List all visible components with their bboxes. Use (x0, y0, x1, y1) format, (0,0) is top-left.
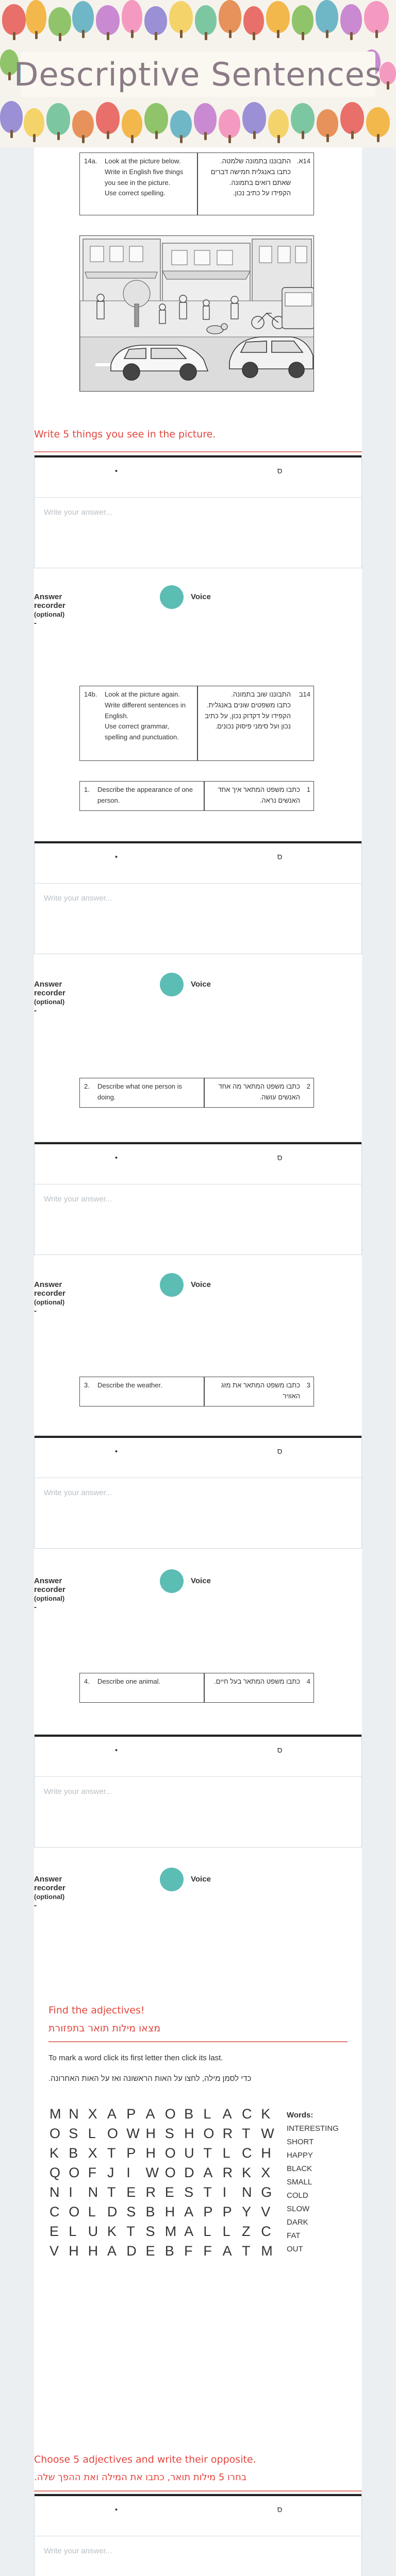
grid-letter[interactable]: T (203, 2184, 212, 2200)
answer-input-6[interactable]: Write your answer... (44, 2547, 112, 2555)
section-title-opposites: Choose 5 adjectives and write their opposite. (34, 2454, 256, 2465)
voice-record-button[interactable] (160, 585, 184, 609)
grid-letter[interactable]: W (261, 2126, 274, 2141)
grid-letter[interactable]: W (126, 2126, 140, 2141)
grid-letter[interactable]: E (126, 2184, 136, 2200)
tree-trunk (302, 32, 304, 40)
tree-trunk (326, 134, 329, 142)
grid-letter[interactable]: N (88, 2184, 98, 2200)
grid-letter[interactable]: P (126, 2145, 136, 2161)
tree-decoration (340, 4, 362, 35)
tree-trunk (351, 131, 354, 139)
instruction-line-he: התבוננו בתמונה שלמטה. (220, 157, 291, 165)
answer-input-4[interactable]: Write your answer... (44, 1488, 112, 1497)
task-text-en: Describe the appearance of one person. (97, 786, 193, 804)
grid-letter[interactable]: I (126, 2165, 130, 2180)
instruction-line: Look at the picture again. (105, 690, 180, 698)
tree-decoration (26, 0, 46, 34)
tree-trunk (180, 30, 183, 38)
grid-letter[interactable]: D (107, 2204, 118, 2219)
grid-letter[interactable]: A (203, 2165, 213, 2180)
answer-col-right: ס (277, 467, 283, 476)
answer-box-5[interactable] (34, 1734, 362, 1848)
tree-decoration (144, 103, 168, 134)
street-scene-drawing (80, 236, 314, 392)
tree-trunk (33, 134, 36, 142)
answer-col-left: • (114, 1447, 118, 1456)
item-number-he: 14א. (296, 157, 310, 165)
answer-input-2[interactable]: Write your answer... (44, 894, 112, 903)
tree-decoration (364, 1, 389, 33)
word-list-item: BLACK (287, 2164, 312, 2173)
grid-letter[interactable]: X (261, 2165, 271, 2180)
voice-label: Voice (191, 1577, 211, 1585)
grid-letter[interactable]: H (88, 2243, 98, 2259)
answer-header (35, 1737, 361, 1777)
grid-letter[interactable]: A (222, 2243, 232, 2259)
header-banner (0, 0, 396, 147)
street-scene-picture (79, 235, 314, 392)
puzzle-instruction-he: כדי לסמן מילה, לחצו על האות הראשונה ואז על האות האחרונה. (48, 2074, 252, 2083)
grid-letter[interactable]: H (261, 2145, 271, 2161)
puzzle-instruction: To mark a word click its first letter then click its last. (48, 2054, 223, 2062)
grid-letter[interactable]: O (164, 2106, 176, 2122)
page-title: Descriptive Sentences (13, 56, 383, 93)
grid-letter[interactable]: L (88, 2204, 96, 2219)
answer-header (35, 1438, 361, 1478)
answer-col-right: ס (277, 1447, 283, 1456)
section-title-write-5-things: Write 5 things you see in the picture. (34, 429, 216, 440)
task-text-en: Describe the weather. (97, 1381, 162, 1389)
grid-letter[interactable]: N (50, 2184, 60, 2200)
grid-letter[interactable]: N (241, 2184, 252, 2200)
tree-trunk (10, 130, 13, 138)
tree-trunk (204, 132, 207, 140)
task-3 (79, 1377, 314, 1406)
grid-letter[interactable]: W (145, 2165, 159, 2180)
grid-letter[interactable]: H (184, 2126, 194, 2141)
grid-letter[interactable]: C (50, 2204, 60, 2219)
tree-decoration (46, 103, 70, 135)
grid-letter[interactable]: O (164, 2145, 176, 2161)
instructions-14a (79, 152, 314, 215)
grid-letter[interactable]: A (222, 2106, 232, 2122)
grid-letter[interactable]: M (50, 2106, 61, 2122)
grid-letter[interactable]: O (164, 2165, 176, 2180)
grid-letter[interactable]: M (261, 2243, 273, 2259)
tree-decoration (219, 109, 240, 138)
instructions-he (198, 686, 315, 760)
tree-decoration (316, 0, 338, 33)
tree-trunk (13, 32, 15, 40)
title-underline (34, 451, 362, 452)
grid-letter[interactable]: T (241, 2126, 251, 2141)
grid-letter[interactable]: V (50, 2243, 59, 2259)
tree-decoration (122, 0, 142, 33)
grid-letter[interactable]: B (164, 2243, 174, 2259)
grid-letter[interactable]: S (126, 2204, 136, 2219)
grid-letter[interactable]: F (184, 2243, 193, 2259)
grid-letter[interactable]: D (126, 2243, 137, 2259)
instruction-line: Look at the picture below. (105, 157, 181, 165)
grid-letter[interactable]: A (107, 2106, 117, 2122)
grid-letter[interactable]: H (145, 2145, 156, 2161)
grid-letter[interactable]: S (69, 2126, 78, 2141)
task-4 (79, 1673, 314, 1703)
instructions-he (198, 153, 315, 215)
grid-letter[interactable]: S (164, 2126, 174, 2141)
word-list-item: FAT (287, 2231, 301, 2240)
tree-trunk (377, 134, 380, 142)
grid-letter[interactable]: A (184, 2224, 194, 2239)
tree-decoration (24, 108, 44, 137)
grid-letter[interactable]: R (222, 2165, 233, 2180)
item-number: 14b. (84, 690, 97, 698)
section-title-find-adjectives: Find the adjectives! (48, 2005, 145, 2016)
title-underline (34, 2490, 362, 2492)
grid-row (50, 2243, 280, 2263)
recorder-label: Answer recorder (optional) - (34, 1280, 65, 1315)
tree-decoration (340, 102, 364, 134)
task-number-he: 4 (306, 1677, 310, 1685)
task-text-he: כתבו משפט המתאר איך אחד האנשים נראה. (218, 786, 300, 804)
title-underline (48, 2041, 348, 2042)
task-number: 2. (84, 1082, 90, 1090)
tree-decoration (72, 1, 94, 33)
grid-letter[interactable]: R (145, 2184, 156, 2200)
task-number-he: 3 (306, 1381, 310, 1389)
grid-row (50, 2145, 280, 2165)
tree-trunk (155, 131, 158, 139)
instructions-en (80, 686, 197, 760)
tree-trunk (229, 30, 232, 38)
tree-decoration (72, 110, 94, 138)
tree-trunk (277, 30, 279, 38)
tree-trunk (82, 135, 85, 143)
task-text-he: כתבו משפט המתאר את מזג האוויר (221, 1381, 300, 1400)
tree-trunk (277, 135, 280, 143)
tree-trunk (375, 30, 378, 38)
tree-decoration (243, 6, 264, 35)
grid-letter[interactable]: L (203, 2224, 211, 2239)
grid-letter[interactable]: V (261, 2204, 271, 2219)
tree-decoration (194, 103, 217, 135)
tree-trunk (131, 30, 134, 38)
tree-decoration (366, 107, 390, 137)
answer-col-right: ס (277, 1746, 283, 1755)
grid-letter[interactable]: A (107, 2243, 117, 2259)
tree-decoration (96, 5, 120, 35)
tree-decoration (195, 5, 217, 35)
grid-letter[interactable]: Y (241, 2204, 251, 2219)
tree-decoration (266, 1, 290, 33)
grid-letter[interactable]: U (88, 2224, 98, 2239)
tree-trunk (82, 30, 85, 38)
word-list-item: SMALL (287, 2178, 312, 2187)
grid-letter[interactable]: G (261, 2184, 272, 2200)
task-2 (79, 1078, 314, 1108)
grid-letter[interactable]: E (50, 2224, 59, 2239)
grid-letter[interactable]: T (203, 2145, 212, 2161)
instructions-en (80, 153, 197, 215)
grid-row (50, 2165, 280, 2184)
answer-box-2[interactable] (34, 841, 362, 954)
tree-trunk (253, 131, 256, 139)
task-number: 3. (84, 1381, 90, 1389)
tree-decoration (268, 109, 289, 138)
voice-label: Voice (191, 1280, 211, 1289)
word-list (287, 2109, 339, 2256)
answer-box-6[interactable] (34, 2494, 362, 2576)
answer-col-right: ס (277, 853, 283, 861)
answer-input-1[interactable]: Write your answer... (44, 508, 112, 517)
grid-letter[interactable]: L (203, 2106, 211, 2122)
voice-record-button[interactable] (160, 1868, 184, 1891)
tree-decoration (144, 6, 167, 35)
word-list-item: INTERESTING (287, 2124, 339, 2133)
grid-letter[interactable]: O (69, 2165, 80, 2180)
grid-letter[interactable]: K (241, 2165, 251, 2180)
grid-letter[interactable]: O (203, 2126, 214, 2141)
tree-decoration (317, 109, 338, 137)
grid-letter[interactable]: K (107, 2224, 117, 2239)
grid-letter[interactable]: H (69, 2243, 79, 2259)
answer-header (35, 1144, 361, 1184)
voice-record-button[interactable] (160, 1273, 184, 1297)
answer-box-1[interactable] (34, 455, 362, 568)
grid-letter[interactable]: S (145, 2224, 155, 2239)
word-list-item: COLD (287, 2191, 308, 2200)
recorder-label: Answer recorder (optional) - (34, 980, 65, 1015)
tree-trunk (107, 32, 109, 40)
grid-letter[interactable]: T (241, 2243, 251, 2259)
grid-letter[interactable]: K (261, 2106, 271, 2122)
tree-trunk (253, 32, 255, 40)
grid-letter[interactable]: B (184, 2106, 194, 2122)
grid-letter[interactable]: D (184, 2165, 194, 2180)
voice-label: Voice (191, 1875, 211, 1884)
answer-col-left: • (114, 2505, 118, 2514)
answer-header (35, 843, 361, 884)
grid-letter[interactable]: O (50, 2126, 61, 2141)
grid-row (50, 2106, 280, 2126)
grid-letter[interactable]: H (164, 2204, 175, 2219)
grid-letter[interactable]: R (222, 2126, 233, 2141)
answer-col-right: ס (277, 2505, 283, 2514)
grid-letter[interactable]: P (203, 2204, 213, 2219)
grid-letter[interactable]: Z (241, 2224, 251, 2239)
task-1 (79, 781, 314, 811)
word-list-title: Words: (287, 2111, 314, 2120)
grid-letter[interactable]: M (164, 2224, 177, 2239)
grid-letter[interactable]: J (107, 2165, 114, 2180)
tree-trunk (59, 33, 61, 41)
voice-label: Voice (191, 592, 211, 601)
tree-trunk (155, 32, 157, 40)
task-text-he: כתבו משפט המתאר בעל חיים. (214, 1677, 300, 1685)
answer-col-right: ס (277, 1154, 283, 1162)
grid-letter[interactable]: T (126, 2224, 135, 2239)
grid-letter[interactable]: N (69, 2106, 79, 2122)
grid-letter[interactable]: O (69, 2204, 80, 2219)
tree-trunk (228, 135, 231, 143)
tree-trunk (302, 131, 304, 139)
word-list-item: HAPPY (287, 2151, 313, 2160)
grid-letter[interactable]: F (203, 2243, 212, 2259)
worksheet-page (34, 147, 362, 2576)
instruction-line-he: הקפידו על דקדוק נכון, על כתיב נכון ועל סימני פיסוק נכונים. (205, 711, 291, 731)
grid-letter[interactable]: C (241, 2106, 252, 2122)
voice-record-button[interactable] (160, 973, 184, 996)
grid-letter[interactable]: B (145, 2204, 155, 2219)
word-list-item: DARK (287, 2218, 308, 2227)
word-list-item: SHORT (287, 2138, 314, 2146)
tree-decoration (219, 0, 241, 33)
grid-letter[interactable]: L (88, 2126, 96, 2141)
word-list-item: SLOW (287, 2205, 310, 2213)
tree-trunk (131, 135, 134, 143)
answer-header (35, 2496, 361, 2536)
grid-letter[interactable]: X (88, 2145, 97, 2161)
task-text-en: Describe what one person is doing. (97, 1082, 183, 1101)
item-number-he: 14ב (299, 690, 310, 698)
tree-decoration (2, 4, 26, 35)
answer-col-left: • (114, 1154, 118, 1162)
instruction-line-he: התבוננו שוב בתמונה. (231, 690, 291, 698)
answer-box-3[interactable] (34, 1142, 362, 1255)
grid-letter[interactable]: K (50, 2145, 59, 2161)
answer-box-4[interactable] (34, 1435, 362, 1549)
grid-letter[interactable]: P (126, 2106, 136, 2122)
tree-decoration (122, 109, 142, 138)
grid-letter[interactable]: B (69, 2145, 78, 2161)
task-number: 1. (84, 786, 90, 793)
instruction-line: Write in English five things you see in the picture. (105, 167, 184, 187)
tree-trunk (350, 32, 353, 40)
answer-col-left: • (114, 853, 118, 861)
instruction-line-he: הקפידו על כתיב נכון. (233, 189, 291, 197)
tree-decoration (169, 1, 193, 33)
grid-letter[interactable]: I (69, 2184, 73, 2200)
recorder-label: Answer recorder (optional) - (34, 1577, 65, 1612)
tree-decoration (292, 5, 314, 35)
instruction-line: Use correct grammar, spelling and punctuation. (105, 722, 179, 741)
tree-trunk (57, 132, 60, 140)
grid-letter[interactable]: P (222, 2204, 232, 2219)
task-number-he: 2 (306, 1082, 310, 1090)
answer-header (35, 457, 361, 498)
recorder-label: Answer recorder (optional) - (34, 1875, 65, 1910)
word-search-grid[interactable] (50, 2106, 280, 2263)
grid-letter[interactable]: L (222, 2145, 230, 2161)
grid-letter[interactable]: S (184, 2184, 194, 2200)
tree-trunk (326, 30, 328, 38)
tree-decoration (170, 110, 192, 138)
word-list-item: OUT (287, 2245, 303, 2253)
tree-decoration (242, 102, 266, 134)
voice-record-button[interactable] (160, 1569, 184, 1593)
section-title-opposites-he: בחרו 5 מילות תואר, כתבו את המילה ואת ההפך שלה. (34, 2472, 247, 2483)
grid-letter[interactable]: I (222, 2184, 227, 2200)
grid-row (50, 2184, 280, 2204)
grid-row (50, 2204, 280, 2224)
answer-input-5[interactable]: Write your answer... (44, 1787, 112, 1796)
task-text-he: כתבו משפט המתאר מה אחד האנשים עושה. (218, 1082, 300, 1101)
task-text-en: Describe one animal. (97, 1677, 161, 1685)
tree-trunk (205, 32, 207, 40)
instruction-line: Write different sentences in English. (105, 701, 186, 720)
answer-col-left: • (114, 467, 118, 476)
grid-letter[interactable]: Q (50, 2165, 61, 2180)
grid-letter[interactable]: A (184, 2204, 194, 2219)
grid-row (50, 2224, 280, 2243)
voice-label: Voice (191, 980, 211, 989)
tree-decoration (48, 7, 71, 36)
grid-letter[interactable]: E (164, 2184, 174, 2200)
grid-letter[interactable]: O (107, 2126, 118, 2141)
tree-decoration (291, 103, 315, 134)
grid-letter[interactable]: U (184, 2145, 194, 2161)
grid-letter[interactable]: T (107, 2145, 116, 2161)
grid-row (50, 2126, 280, 2145)
grid-letter[interactable]: F (88, 2165, 97, 2180)
grid-letter[interactable]: L (222, 2224, 230, 2239)
instruction-line-he: כתבו משפטים שונים באנגלית. (206, 701, 291, 709)
item-number: 14a. (84, 157, 97, 165)
grid-letter[interactable]: E (145, 2243, 155, 2259)
grid-letter[interactable]: L (69, 2224, 77, 2239)
instruction-line: Use correct spelling. (105, 189, 166, 197)
tree-trunk (180, 135, 183, 143)
tree-decoration (96, 102, 120, 134)
task-number-he: 1 (306, 786, 310, 793)
answer-input-3[interactable]: Write your answer... (44, 1195, 112, 1204)
instructions-14b (79, 686, 314, 761)
grid-letter[interactable]: X (88, 2106, 97, 2122)
recorder-label: Answer recorder (optional) - (34, 592, 65, 628)
instruction-line-he: כתבו באנגלית חמישה דברים שאתם רואים בתמונה. (210, 167, 291, 187)
answer-col-left: • (114, 1746, 118, 1755)
grid-letter[interactable]: A (145, 2106, 155, 2122)
grid-letter[interactable]: T (107, 2184, 116, 2200)
grid-letter[interactable]: H (145, 2126, 156, 2141)
tree-trunk (107, 131, 109, 139)
grid-letter[interactable]: C (261, 2224, 271, 2239)
grid-letter[interactable]: C (241, 2145, 252, 2161)
task-number: 4. (84, 1677, 90, 1685)
section-title-find-adjectives-he: מצאו מילות תואר בתפזורת (48, 2023, 161, 2034)
tree-trunk (35, 31, 38, 39)
tree-decoration (0, 101, 23, 133)
